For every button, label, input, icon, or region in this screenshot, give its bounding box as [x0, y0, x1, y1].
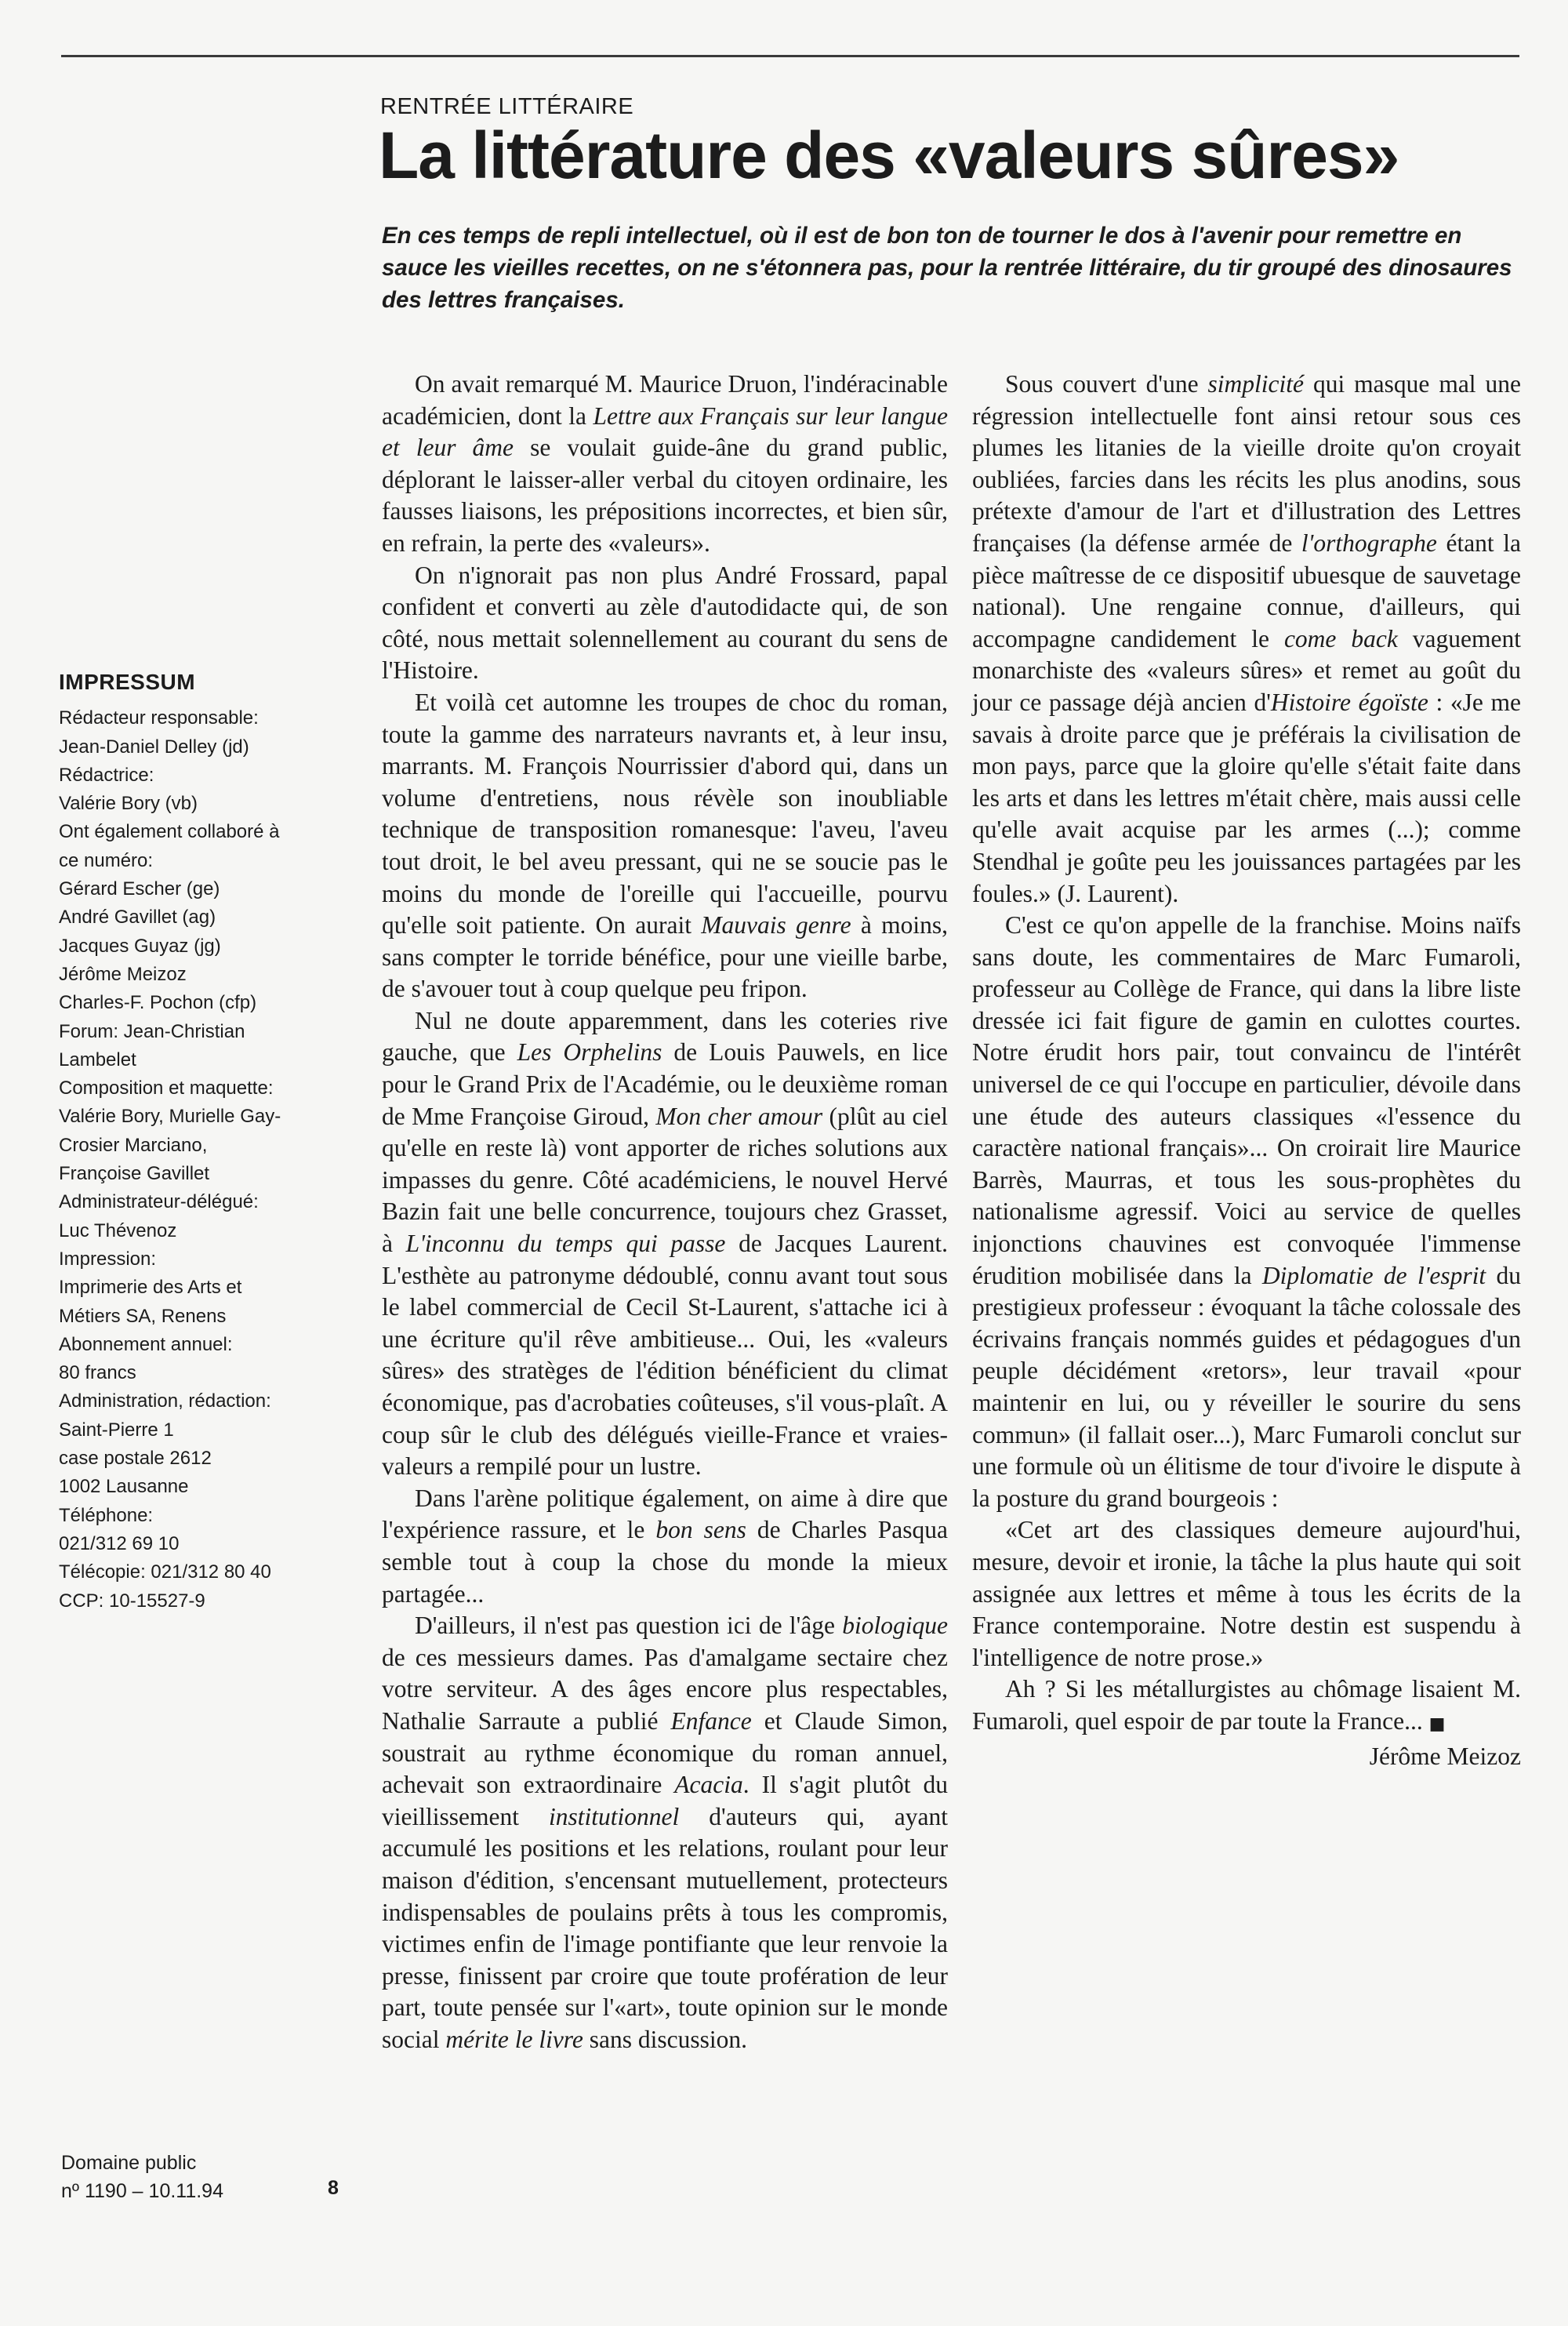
- impressum-line: 80 francs: [59, 1362, 136, 1384]
- impressum-line: Métiers SA, Renens: [59, 1305, 227, 1327]
- impressum-line: case postale 2612: [59, 1448, 212, 1470]
- impressum-line: Luc Thévenoz: [59, 1219, 177, 1241]
- impressum-line: Administrateur-délégué:: [59, 1191, 259, 1213]
- text-run: qui masque mal une régression intellectuelle font ainsi retour sous ces plumes les litanies de la vieille droite qu'on croyait oubliées, farcies dans les récits les plus anodins, sous prétexte d'amour de l'art et d'illustration des Lettres françaises (la défense armée de: [972, 370, 1521, 557]
- impressum-line: Gérard Escher (ge): [59, 878, 220, 900]
- article-paragraph: [972, 910, 1521, 1514]
- article-paragraph: [382, 687, 948, 1005]
- impressum-line: Rédactrice:: [59, 764, 154, 786]
- impressum-line: Jean-Daniel Delley (jd): [59, 736, 249, 758]
- impressum-line: André Gavillet (ag): [59, 907, 216, 929]
- impressum-line: Françoise Gavillet: [59, 1163, 210, 1185]
- impressum-line: Téléphone:: [59, 1504, 154, 1526]
- text-run: étant la pièce maîtresse de ce dispositif ubuesque de sauvetage national). Une rengaine connue, d'ailleurs, qui accompagne candidement le: [972, 529, 1521, 652]
- page-number: 8: [328, 2177, 339, 2199]
- text-run: On n'ignorait pas non plus André Frossard, papal confident et converti au zèle d'autodidacte qui, de son côté, nous mettait solennellement au courant du sens de l'Histoire.: [382, 561, 948, 685]
- italic-title: come back: [1283, 624, 1398, 652]
- impressum-line: Composition et maquette:: [59, 1078, 274, 1099]
- impressum-line: Jérôme Meizoz: [59, 963, 187, 985]
- impressum-line: ce numéro:: [59, 849, 154, 871]
- italic-title: Les Orphelins: [517, 1038, 662, 1067]
- italic-title: mérite le livre: [445, 2025, 583, 2053]
- text-run: du prestigieux professeur : évoquant la tâche colossale des écrivains français nommés guides et pédagogues d'un peuple décidément «retors», leur travail «pour maintenir en lui, ou y réveiller le sourire du sens commun» (il fallait oser...), Marc Fumaroli conclut sur une formule où un élitisme de tour d'ivoire le dispute à la posture du grand bourgeois :: [972, 1261, 1521, 1512]
- article-paragraph: [382, 369, 948, 560]
- text-run: et Claude Simon, soustrait au rythme économique du roman annuel, achevait son extraordinaire: [382, 1706, 949, 1799]
- impressum-line: Lambelet: [59, 1049, 136, 1070]
- publication-name: Domaine public: [61, 2152, 197, 2174]
- impressum-box: [59, 668, 349, 1615]
- text-run: Et voilà cet automne les troupes de choc du roman, toute la gamme des narrateurs navrants et, à leur insu, marrants. M. François Nourrissier d'abord qui, dans un volume d'entretiens, nous révèle son inoubliable technique de transposition romanesque: l'aveu, l'aveu tout droit, le bel aveu pressant, qui ne se soucie pas le moins du monde de l'oreille qui l'accueille, pourvu qu'elle soit patiente. On aurait: [382, 688, 948, 939]
- impressum-line: Télécopie: 021/312 80 40: [59, 1561, 271, 1583]
- section-kicker: RENTRÉE LITTÉRAIRE: [380, 94, 634, 119]
- article-paragraph: [972, 1514, 1521, 1674]
- italic-title: Enfance: [670, 1706, 752, 1735]
- italic-title: l'orthographe: [1301, 529, 1437, 557]
- italic-title: L'inconnu du temps qui passe: [405, 1230, 726, 1258]
- text-run: sans discussion.: [583, 2025, 748, 2053]
- text-run: (plût au ciel qu'elle en reste là) vont apporter de riches solutions aux impasses du genre. Côté académiciens, le nouvel Hervé Bazin fait une belle concurrence, toujours chez Grasset, à: [382, 1102, 948, 1258]
- impressum-line: CCP: 10-15527-9: [59, 1590, 205, 1612]
- text-run: Ah ? Si les métallurgistes au chômage lisaient M. Fumaroli, quel espoir de par toute la France...: [972, 1675, 1521, 1735]
- article-lede: En ces temps de repli intellectuel, où il est de bon ton de tourner le dos à l'avenir pour remettre en sauce les vieilles recettes, on ne s'étonnera pas, pour la rentrée littéraire, du tir groupé des dinosaures des lettres françaises.: [382, 223, 1512, 313]
- impressum-line: Charles-F. Pochon (cfp): [59, 992, 257, 1014]
- text-run: d'auteurs qui, ayant accumulé les positions et les relations, roulant pour leur maison d'édition, s'encensant mutuellement, protecteurs indispensables de poulains prêts à tous les compromis, victimes enfin de l'image pontifiante que leur renvoie la presse, finissent par croire que toute profération de leur part, toute pensée sur l'«art», toute opinion sur le monde social: [382, 1802, 948, 2053]
- italic-title: institutionnel: [548, 1802, 680, 1830]
- article-paragraph: [972, 1674, 1521, 1740]
- article-paragraph: [382, 560, 948, 687]
- article-column-2: [972, 369, 1521, 1772]
- text-run: de Jacques Laurent. L'esthète au patronyme dédoublé, connu avant tout sous le label commercial de Cecil St-Laurent, s'attache ici à une écriture qu'il rêve ambitieuse... Oui, les «valeurs sûres» des stratèges de l'édition bénéficient du climat économique, pas d'acrobaties coûteuses, s'il vous-plaît. A coup sûr le club des délégués vieille-France et vraies-valeurs a rempilé pour un lustre.: [382, 1230, 949, 1481]
- italic-title: simplicité: [1207, 370, 1304, 398]
- article-paragraph: [382, 1483, 948, 1610]
- impressum-line: Valérie Bory (vb): [59, 793, 198, 815]
- italic-title: biologique: [842, 1612, 948, 1640]
- italic-title: Mauvais genre: [701, 911, 851, 939]
- impressum-line: Impression:: [59, 1248, 157, 1270]
- impressum-line: Ont également collaboré à: [59, 821, 280, 843]
- impressum-title: IMPRESSUM: [59, 670, 196, 694]
- text-run: Nul ne doute apparemment, dans les coteries rive gauche, que: [382, 1006, 948, 1067]
- italic-title: Histoire égoïste: [1270, 688, 1428, 716]
- text-run: Dans l'arène politique également, on aime à dire que l'expérience rassure, et le: [382, 1484, 948, 1544]
- italic-title: Diplomatie de l'esprit: [1261, 1261, 1486, 1289]
- impressum-line: Crosier Marciano,: [59, 1134, 208, 1156]
- italic-title: Acacia: [674, 1771, 743, 1799]
- text-run: «Cet art des classiques demeure aujourd'hui, mesure, devoir et ironie, la tâche la plus haute qui soit assignée aux lettres et même à tous les écrits de la France contemporaine. Notre destin est suspendu à l'intelligence de notre prose.»: [972, 1516, 1521, 1671]
- text-run: à moins, sans compter le torride bénéfice, pour une vieille barbe, de s'avouer tout à coup quelque peu fripon.: [382, 911, 948, 1003]
- impressum-line: Imprimerie des Arts et: [59, 1277, 242, 1299]
- italic-title: Mon cher amour: [655, 1102, 823, 1130]
- text-run: de ces messieurs dames. Pas d'amalgame sectaire chez votre serviteur. A des âges encore plus respectables, Nathalie Sarraute a publié: [382, 1643, 948, 1735]
- article-paragraph: [382, 1610, 948, 2055]
- impressum-line: Jacques Guyaz (jg): [59, 935, 221, 957]
- text-run: C'est ce qu'on appelle de la franchise. Moins naïfs sans doute, les commentaires de Marc Fumaroli, professeur au Collège de France, qui dans la libre liste dressée ici fait figure de gamin en culottes courtes. Notre érudit hors pair, tout convaincu de l'intérêt universel de ce qui l'occupe en particulier, dévoile dans une étude des auteurs classiques «l'essence du caractère national français»... On croirait lire Maurice Barrès, Maurras, et tous les sous-prophètes du nationalisme agressif. Voici au service de quelles injonctions chauvines est convoquée l'immense érudition mobilisée dans la: [972, 911, 1521, 1289]
- impressum-line: Saint-Pierre 1: [59, 1419, 174, 1441]
- text-run: . Il s'agit plutôt du vieillissement: [382, 1771, 948, 1830]
- impressum-line: Administration, rédaction:: [59, 1390, 271, 1412]
- text-run: de Louis Pauwels, en lice pour le Grand Prix de l'Académie, ou le deuxième roman de Mme Françoise Giroud,: [382, 1038, 948, 1130]
- impressum-line: 021/312 69 10: [59, 1532, 180, 1554]
- italic-title: Lettre aux Français sur leur langue et leur âme: [382, 402, 948, 462]
- text-run: : «Je me savais à droite parce que je préférais la civilisation de mon pays, parce que la gloire qu'elle s'était faite dans les arts et dans les lettres m'était chère, mais aussi celle qu'elle avait acquise par les armes (...); comme Stendhal je goûte peu les jouissances partagées par les foules.» (J. Laurent).: [972, 688, 1522, 907]
- issue-number: nº 1190 – 10.11.94: [61, 2180, 223, 2202]
- article-column-1: [382, 369, 948, 2055]
- article-title: La littérature des «valeurs sûres»: [379, 118, 1399, 192]
- author-signature: Jérôme Meizoz: [1369, 1742, 1521, 1770]
- text-run: On avait remarqué M. Maurice Druon, l'indéracinable académicien, dont la: [382, 370, 948, 430]
- impressum-line: Rédacteur responsable:: [59, 707, 259, 729]
- text-run: se voulait guide-âne du grand public, déplorant le laisser-aller verbal du citoyen ordinaire, les fausses liaisons, les prépositions incorrectes, et bien sûr, en refrain, la perte des «valeurs».: [382, 434, 948, 557]
- text-run: vaguement monarchiste des «valeurs sûres» et remet au goût du jour ce passage déjà ancien d': [972, 624, 1521, 716]
- article-paragraph: [382, 1005, 948, 1483]
- text-run: de Charles Pasqua semble tout à coup la chose du monde la mieux partagée...: [382, 1516, 949, 1608]
- impressum-line: 1002 Lausanne: [59, 1476, 189, 1498]
- top-rule: [61, 55, 1519, 57]
- impressum-lines: [59, 704, 349, 1615]
- text-run: Sous couvert d'une: [1005, 370, 1208, 398]
- end-of-article-mark: ■: [1428, 1714, 1446, 1734]
- article-paragraph: [972, 369, 1521, 910]
- italic-title: bon sens: [655, 1516, 746, 1544]
- impressum-line: Abonnement annuel:: [59, 1333, 233, 1355]
- impressum-line: Valérie Bory, Murielle Gay-: [59, 1106, 281, 1128]
- text-run: D'ailleurs, il n'est pas question ici de l'âge: [415, 1612, 843, 1640]
- impressum-line: Forum: Jean-Christian: [59, 1020, 245, 1042]
- issue-info: [61, 2149, 223, 2205]
